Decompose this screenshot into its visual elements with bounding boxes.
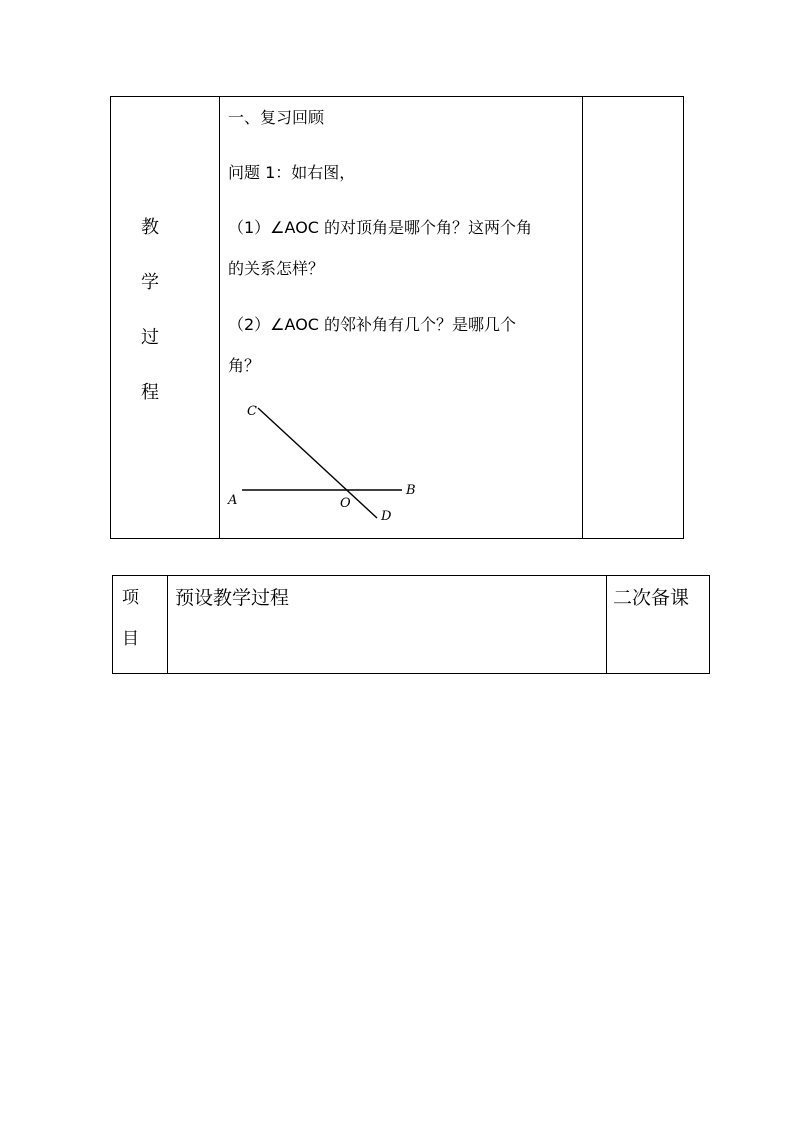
table-divider xyxy=(167,575,168,674)
second-prep-header: 二次备课 xyxy=(613,587,690,609)
label-b: B xyxy=(406,483,416,498)
table-divider xyxy=(219,96,220,539)
question-item-2-line1: （2）∠AOC 的邻补角有几个？是哪几个 xyxy=(228,315,517,334)
label-d: D xyxy=(381,509,392,524)
label-a: A xyxy=(228,493,238,508)
line-cd xyxy=(258,408,377,518)
label-c: C xyxy=(247,404,257,419)
section-title: 一、复习回顾 xyxy=(228,108,325,127)
teaching-process-header: 预设教学过程 xyxy=(175,587,290,609)
table-divider xyxy=(606,575,607,674)
question-item-2-line2: 角？ xyxy=(228,356,261,375)
row-label-char: 过 xyxy=(141,327,159,348)
question-item-1-line1: （1）∠AOC 的对顶角是哪个角？这两个角 xyxy=(228,218,533,237)
row-label-char: 学 xyxy=(141,272,159,293)
angle-figure xyxy=(222,398,422,528)
label-o: O xyxy=(340,496,351,511)
row-label-char: 程 xyxy=(141,382,159,403)
item-header-char: 项 xyxy=(122,588,139,608)
question-heading: 问题 1：如右图， xyxy=(228,163,356,182)
item-header-char: 目 xyxy=(122,629,139,649)
table-divider xyxy=(582,96,583,539)
question-item-1-line2: 的关系怎样？ xyxy=(228,259,325,278)
row-label-char: 教 xyxy=(141,217,159,238)
